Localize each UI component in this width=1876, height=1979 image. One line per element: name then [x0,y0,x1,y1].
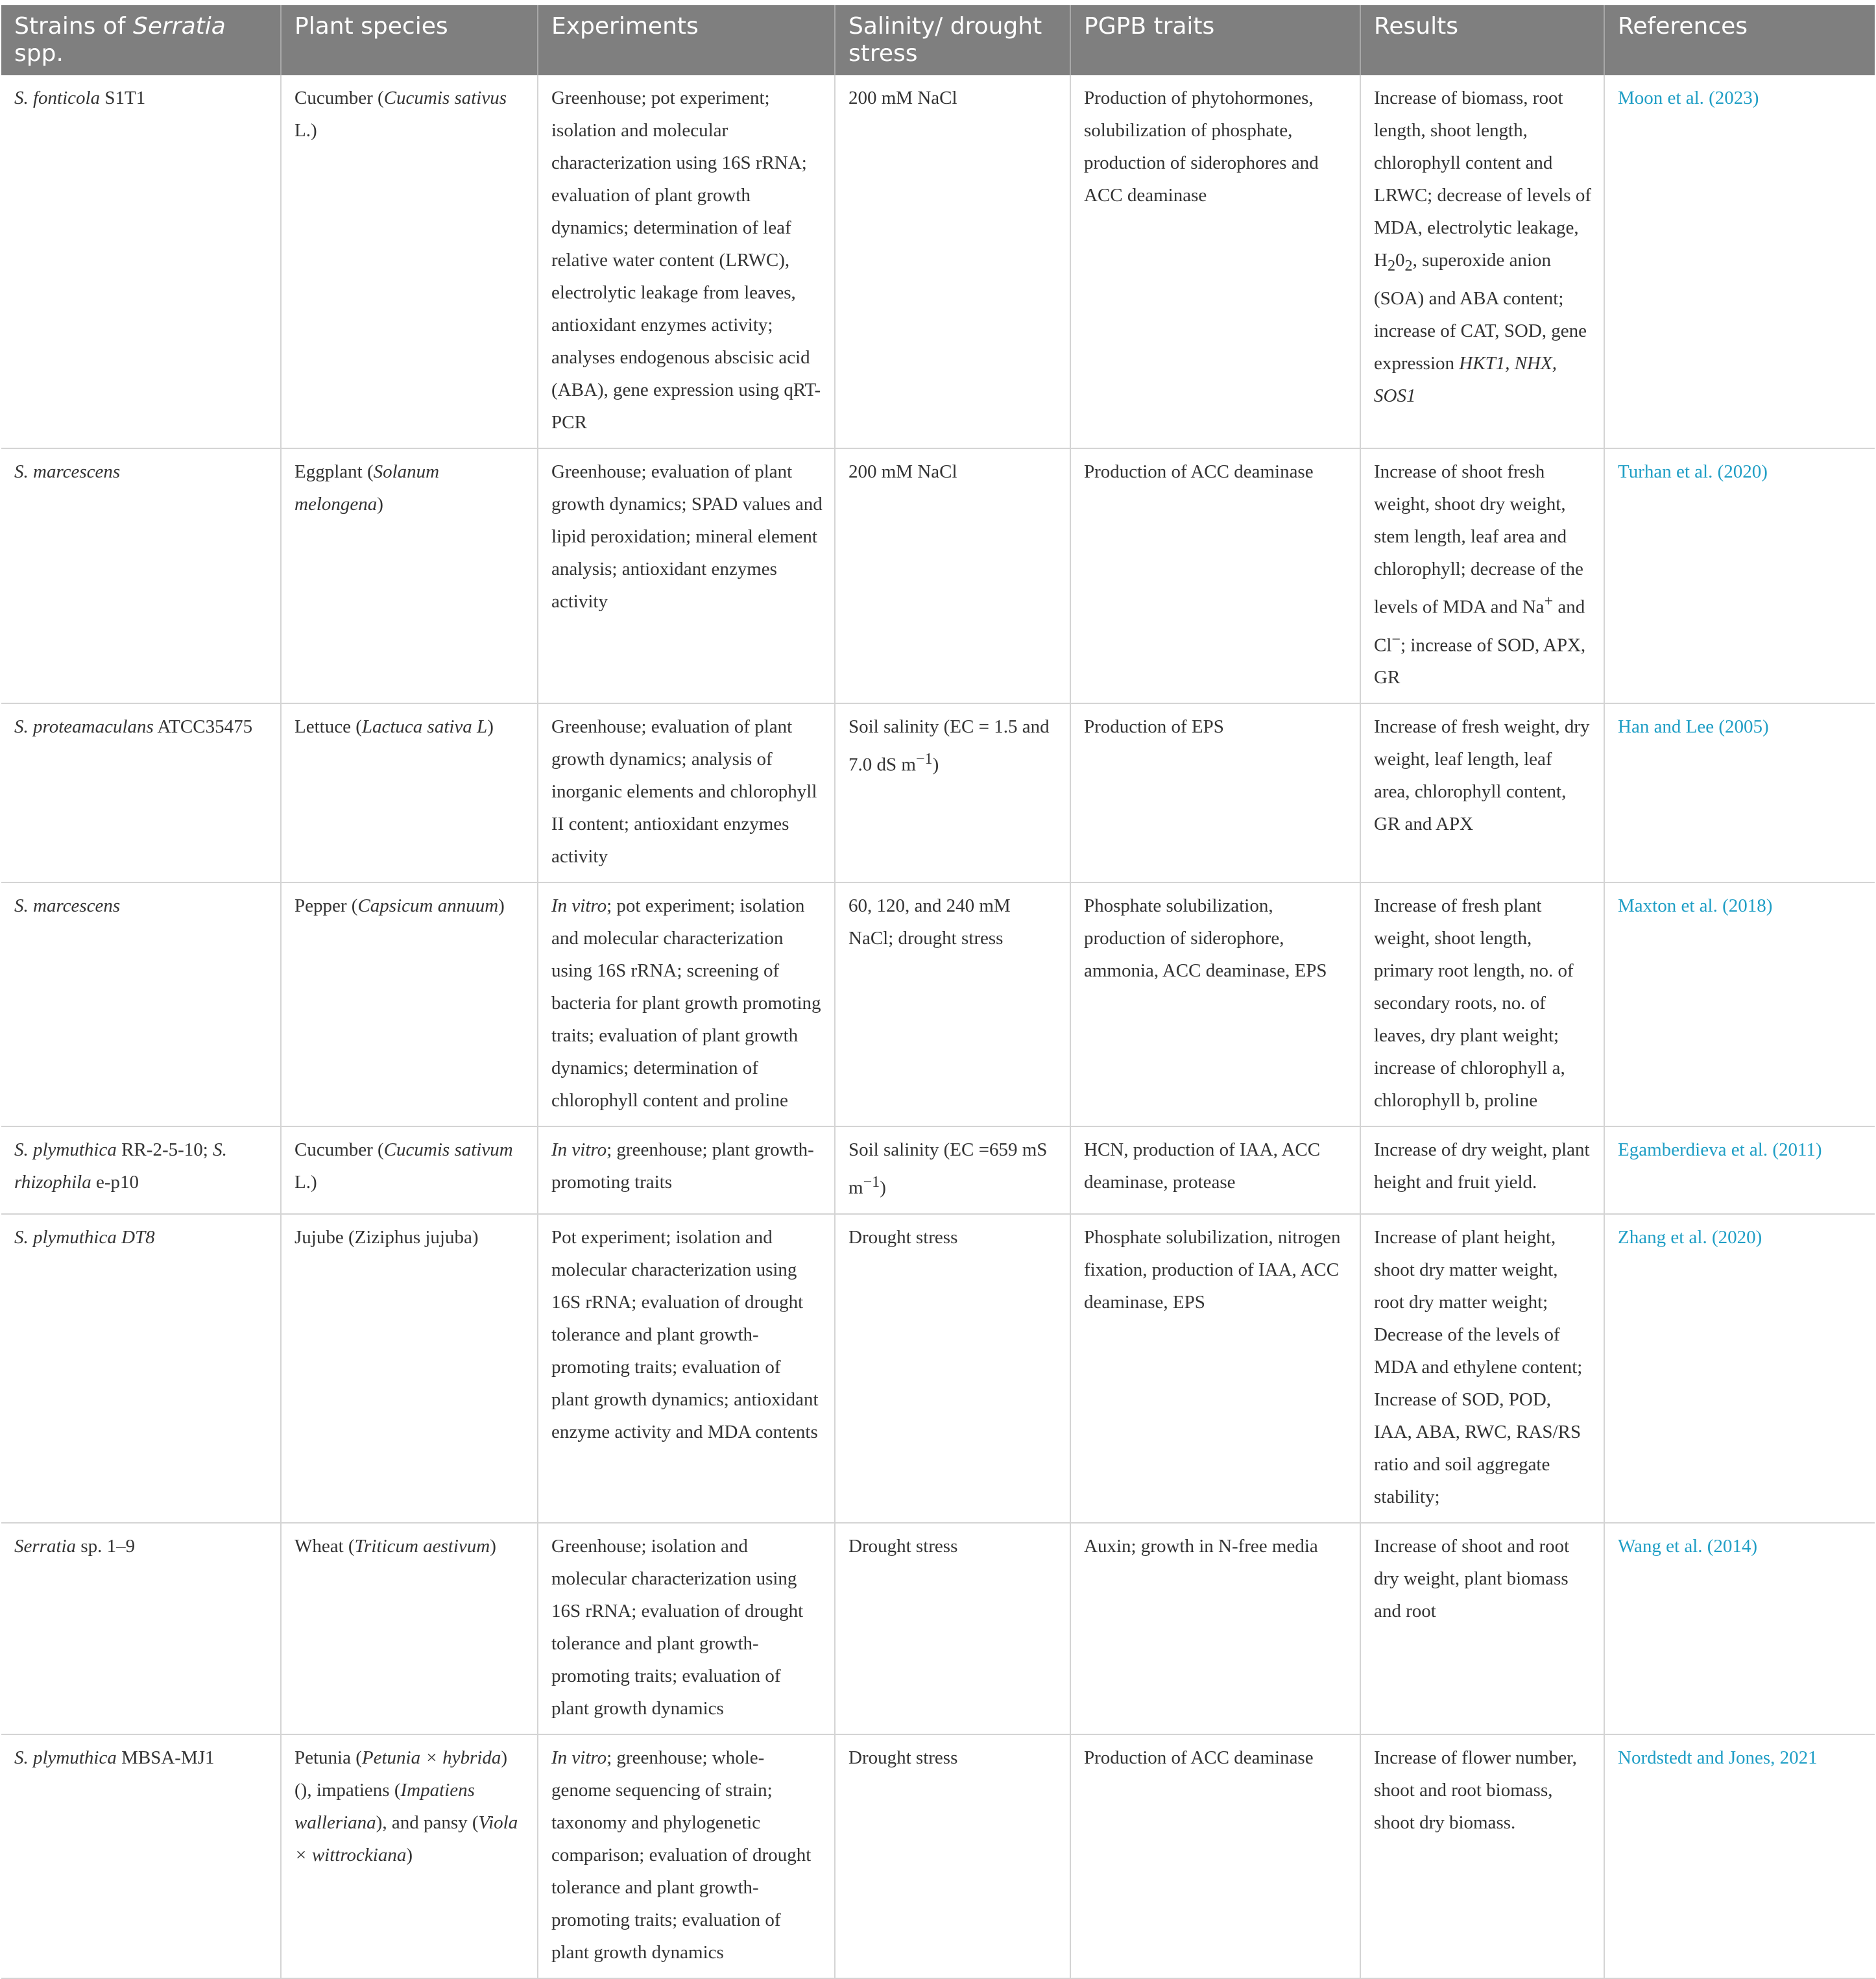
cell-stress: Drought stress [835,1214,1070,1523]
cell-plant-species: Petunia (Petunia × hybrida) (), impatiens (Impatiens walleriana), and pansy (Viola × wittrockiana) [281,1734,538,1978]
cell-reference [1604,882,1875,1126]
reference-link[interactable]: Turhan et al. (2020) [1618,461,1768,482]
cell-pgpb-traits: Auxin; growth in N-free media [1070,1523,1360,1734]
cell-reference [1604,1126,1875,1214]
cell-experiments: Greenhouse; evaluation of plant growth dynamics; SPAD values and lipid peroxidation; mineral element analysis; antioxidant enzymes activity [538,448,835,703]
cell-results: Increase of shoot and root dry weight, plant biomass and root [1360,1523,1604,1734]
cell-plant-species: Cucumber (Cucumis sativus L.) [281,75,538,448]
header-row [1,5,1875,75]
cell-plant-species: Lettuce (Lactuca sativa L) [281,703,538,882]
cell-pgpb-traits: HCN, production of IAA, ACC deaminase, protease [1070,1126,1360,1214]
cell-results: Increase of plant height, shoot dry matter weight, root dry matter weight; Decrease of the levels of MDA and ethylene content; Increase of SOD, POD, IAA, ABA, RWC, RAS/RS ratio and soil aggregate stability; [1360,1214,1604,1523]
cell-pgpb-traits: Phosphate solubilization, production of siderophore, ammonia, ACC deaminase, EPS [1070,882,1360,1126]
table-row [1,75,1875,448]
cell-pgpb-traits: Production of phytohormones, solubilization of phosphate, production of siderophores and ACC deaminase [1070,75,1360,448]
table-row [1,1126,1875,1214]
header-experiments: Experiments [538,5,835,75]
cell-experiments: In vitro; pot experiment; isolation and molecular characterization using 16S rRNA; screening of bacteria for plant growth promoting traits; evaluation of plant growth dynamics; determination of chlorophyll content and proline [538,882,835,1126]
cell-pgpb-traits: Phosphate solubilization, nitrogen fixation, production of IAA, ACC deaminase, EPS [1070,1214,1360,1523]
cell-stress: 200 mM NaCl [835,75,1070,448]
cell-reference [1604,448,1875,703]
cell-strain: S. marcescens [1,882,281,1126]
header-strains: Strains of Serratia spp. [1,5,281,75]
cell-strain: S. fonticola S1T1 [1,75,281,448]
cell-strain: S. plymuthica MBSA-MJ1 [1,1734,281,1978]
cell-strain: S. plymuthica RR-2-5-10; S. rhizophila e-p10 [1,1126,281,1214]
header-plant-species: Plant species [281,5,538,75]
cell-results: Increase of flower number, shoot and root biomass, shoot dry biomass. [1360,1734,1604,1978]
cell-stress: Drought stress [835,1734,1070,1978]
table-row [1,448,1875,703]
cell-results: Increase of fresh plant weight, shoot length, primary root length, no. of secondary roots, no. of leaves, dry plant weight; increase of chlorophyll a, chlorophyll b, proline [1360,882,1604,1126]
cell-experiments: In vitro; greenhouse; plant growth-promoting traits [538,1126,835,1214]
table-row [1,703,1875,882]
cell-stress: Soil salinity (EC = 1.5 and 7.0 dS $m^{-1}$) [835,703,1070,882]
reference-link[interactable]: Egamberdieva et al. (2011) [1618,1139,1822,1161]
cell-strain: S. plymuthica DT8 [1,1214,281,1523]
table-row [1,882,1875,1126]
table-row [1,1214,1875,1523]
cell-pgpb-traits: Production of ACC deaminase [1070,1734,1360,1978]
cell-strain: Serratia sp. 1–9 [1,1523,281,1734]
reference-link[interactable]: Han and Lee (2005) [1618,716,1769,738]
cell-stress: 200 mM NaCl [835,448,1070,703]
reference-link[interactable]: Maxton et al. (2018) [1618,895,1773,917]
cell-experiments: Greenhouse; evaluation of plant growth dynamics; analysis of inorganic elements and chlorophyll II content; antioxidant enzymes activity [538,703,835,882]
cell-plant-species: Jujube (Ziziphus jujuba) [281,1214,538,1523]
cell-strain: S. marcescens [1,448,281,703]
cell-plant-species: Pepper (Capsicum annuum) [281,882,538,1126]
reference-link[interactable]: Moon et al. (2023) [1618,88,1759,108]
cell-reference [1604,75,1875,448]
cell-plant-species: Wheat (Triticum aestivum) [281,1523,538,1734]
cell-stress: Drought stress [835,1523,1070,1734]
cell-results: Increase of fresh weight, dry weight, leaf length, leaf area, chlorophyll content, GR and APX [1360,703,1604,882]
header-references: References [1604,5,1875,75]
table-row [1,1734,1875,1978]
cell-reference [1604,1734,1875,1978]
cell-stress: Soil salinity (EC =659 mS $m^{-1}$) [835,1126,1070,1214]
cell-experiments: Greenhouse; isolation and molecular characterization using 16S rRNA; evaluation of drought tolerance and plant growth-promoting traits; evaluation of plant growth dynamics [538,1523,835,1734]
serratia-table [1,5,1875,1979]
cell-plant-species: Cucumber (Cucumis sativum L.) [281,1126,538,1214]
cell-experiments: In vitro; greenhouse; whole-genome sequencing of strain; taxonomy and phylogenetic comparison; evaluation of drought tolerance and plant growth-promoting traits; evaluation of plant growth dynamics [538,1734,835,1978]
reference-link[interactable]: Wang et al. (2014) [1618,1535,1758,1557]
cell-results: Increase of dry weight, plant height and fruit yield. [1360,1126,1604,1214]
cell-plant-species: Eggplant (Solanum melongena) [281,448,538,703]
header-pgpb-traits: PGPB traits [1070,5,1360,75]
cell-reference [1604,1523,1875,1734]
cell-pgpb-traits: Production of EPS [1070,703,1360,882]
cell-stress: 60, 120, and 240 mM NaCl; drought stress [835,882,1070,1126]
table-row [1,1523,1875,1734]
cell-results: Increase of shoot fresh weight, shoot dry weight, stem length, leaf area and chlorophyll; decrease of the levels of MDA and Na+ and Cl−; increase of SOD, APX, GR [1360,448,1604,703]
header-stress: Salinity/ drought stress [835,5,1070,75]
reference-link[interactable]: Nordstedt and Jones, 2021 [1618,1747,1818,1768]
cell-reference [1604,1214,1875,1523]
header-results: Results [1360,5,1604,75]
cell-results: Increase of biomass, root length, shoot length, chlorophyll content and LRWC; decrease of levels of MDA, electrolytic leakage, $H_20_2$, superoxide anion (SOA) and ABA content; increase of CAT, SOD, gene expression HKT1, NHX, SOS1 [1360,75,1604,448]
cell-experiments: Greenhouse; pot experiment; isolation and molecular characterization using 16S rRNA; evaluation of plant growth dynamics; determination of leaf relative water content (LRWC), electrolytic leakage from leaves, antioxidant enzymes activity; analyses endogenous abscisic acid (ABA), gene expression using qRT-PCR [538,75,835,448]
cell-pgpb-traits: Production of ACC deaminase [1070,448,1360,703]
cell-strain: S. proteamaculans ATCC35475 [1,703,281,882]
cell-experiments: Pot experiment; isolation and molecular characterization using 16S rRNA; evaluation of drought tolerance and plant growth-promoting traits; evaluation of plant growth dynamics; antioxidant enzyme activity and MDA contents [538,1214,835,1523]
cell-reference [1604,703,1875,882]
reference-link[interactable]: Zhang et al. (2020) [1618,1226,1762,1248]
